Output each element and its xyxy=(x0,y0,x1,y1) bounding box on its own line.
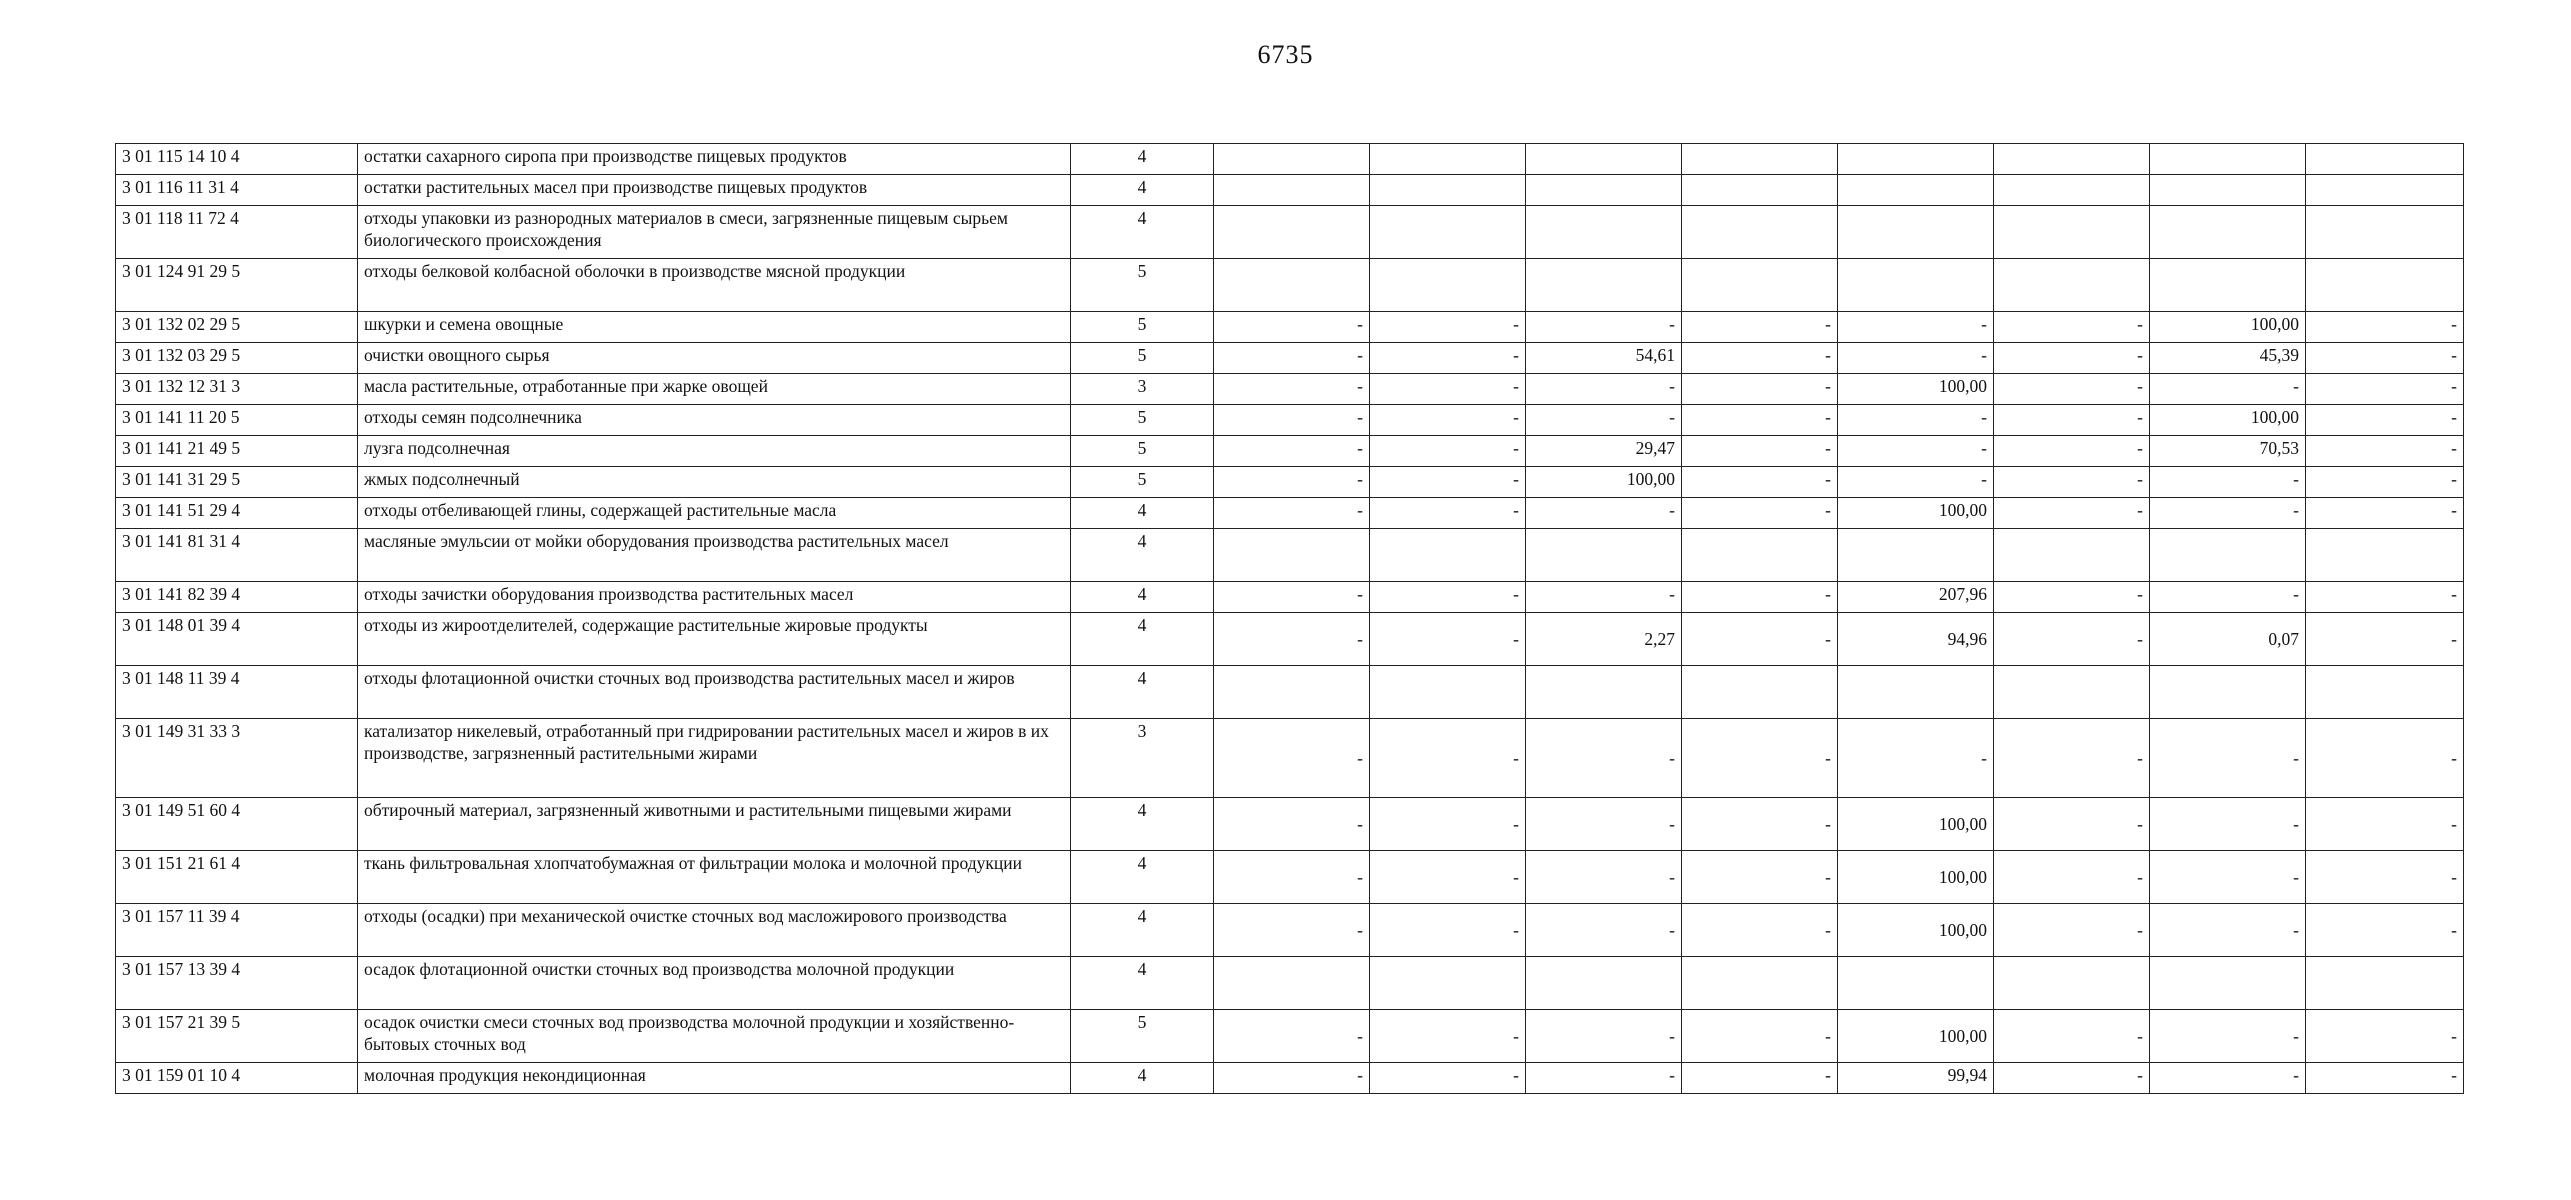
value-cell xyxy=(2150,175,2306,206)
value-cell xyxy=(1370,206,1526,259)
waste-code-cell: 3 01 157 21 39 5 xyxy=(116,1010,358,1063)
table-row xyxy=(116,206,2464,259)
value-cell: 45,39 xyxy=(2150,343,2306,374)
table-row xyxy=(116,343,2464,374)
value-cell: - xyxy=(1214,405,1370,436)
value-cell: 100,00 xyxy=(2150,312,2306,343)
value-cell: - xyxy=(1214,719,1370,798)
waste-code-cell: 3 01 149 31 33 3 xyxy=(116,719,358,798)
waste-name-cell: остатки растительных масел при производстве пищевых продуктов xyxy=(358,175,1071,206)
value-cell: - xyxy=(1682,405,1838,436)
table-row xyxy=(116,798,2464,851)
waste-name-cell: отходы из жироотделителей, содержащие растительные жировые продукты xyxy=(358,613,1071,666)
value-cell xyxy=(2150,666,2306,719)
value-cell xyxy=(2150,259,2306,312)
waste-code-cell: 3 01 141 31 29 5 xyxy=(116,467,358,498)
waste-name-cell: отходы белковой колбасной оболочки в производстве мясной продукции xyxy=(358,259,1071,312)
value-cell: - xyxy=(1838,719,1994,798)
value-cell: 100,00 xyxy=(1838,904,1994,957)
table-row xyxy=(116,467,2464,498)
value-cell: 100,00 xyxy=(1838,1010,1994,1063)
waste-name-cell: шкурки и семена овощные xyxy=(358,312,1071,343)
value-cell: - xyxy=(1682,798,1838,851)
value-cell: - xyxy=(1526,719,1682,798)
value-cell xyxy=(1838,206,1994,259)
table-row xyxy=(116,613,2464,666)
value-cell xyxy=(1994,259,2150,312)
value-cell: - xyxy=(1994,582,2150,613)
table-row xyxy=(116,1063,2464,1094)
value-cell: - xyxy=(1682,498,1838,529)
waste-name-cell: масляные эмульсии от мойки оборудования производства растительных масел xyxy=(358,529,1071,582)
value-cell: 207,96 xyxy=(1838,582,1994,613)
waste-code-cell: 3 01 132 02 29 5 xyxy=(116,312,358,343)
waste-name-cell: масла растительные, отработанные при жарке овощей xyxy=(358,374,1071,405)
value-cell: - xyxy=(1682,613,1838,666)
value-cell xyxy=(1994,957,2150,1010)
waste-name-cell: отходы флотационной очистки сточных вод производства растительных масел и жиров xyxy=(358,666,1071,719)
value-cell: - xyxy=(1214,613,1370,666)
value-cell: - xyxy=(1994,436,2150,467)
value-cell xyxy=(1526,175,1682,206)
value-cell: - xyxy=(1994,343,2150,374)
value-cell: - xyxy=(2150,798,2306,851)
value-cell: - xyxy=(1994,467,2150,498)
waste-name-cell: ткань фильтровальная хлопчатобумажная от фильтрации молока и молочной продукции xyxy=(358,851,1071,904)
value-cell: - xyxy=(1370,405,1526,436)
waste-code-cell: 3 01 148 11 39 4 xyxy=(116,666,358,719)
value-cell xyxy=(1370,666,1526,719)
table-row xyxy=(116,719,2464,798)
waste-name-cell: жмых подсолнечный xyxy=(358,467,1071,498)
value-cell xyxy=(1370,529,1526,582)
value-cell: - xyxy=(2150,719,2306,798)
value-cell: - xyxy=(2306,343,2464,374)
value-cell: - xyxy=(1370,719,1526,798)
value-cell xyxy=(2306,206,2464,259)
value-cell: - xyxy=(2306,312,2464,343)
value-cell: - xyxy=(2306,405,2464,436)
value-cell: - xyxy=(2306,798,2464,851)
waste-code-cell: 3 01 141 82 39 4 xyxy=(116,582,358,613)
table-row xyxy=(116,1010,2464,1063)
value-cell: - xyxy=(1370,613,1526,666)
value-cell xyxy=(2306,175,2464,206)
value-cell xyxy=(1838,957,1994,1010)
hazard-class-cell: 3 xyxy=(1071,374,1214,405)
value-cell: - xyxy=(1682,343,1838,374)
value-cell: - xyxy=(2150,374,2306,405)
value-cell xyxy=(2150,144,2306,175)
value-cell: - xyxy=(1214,498,1370,529)
waste-name-cell: остатки сахарного сиропа при производстве пищевых продуктов xyxy=(358,144,1071,175)
waste-code-cell: 3 01 118 11 72 4 xyxy=(116,206,358,259)
table-row xyxy=(116,851,2464,904)
value-cell: - xyxy=(1370,498,1526,529)
hazard-class-cell: 4 xyxy=(1071,175,1214,206)
value-cell: - xyxy=(1214,343,1370,374)
value-cell xyxy=(1682,144,1838,175)
table-row xyxy=(116,144,2464,175)
value-cell: - xyxy=(1370,798,1526,851)
waste-code-cell: 3 01 116 11 31 4 xyxy=(116,175,358,206)
table-row xyxy=(116,374,2464,405)
value-cell: - xyxy=(1370,467,1526,498)
page-number: 6735 xyxy=(1257,40,1314,69)
waste-code-cell: 3 01 132 03 29 5 xyxy=(116,343,358,374)
waste-code-cell: 3 01 157 11 39 4 xyxy=(116,904,358,957)
value-cell xyxy=(1994,144,2150,175)
value-cell xyxy=(1838,175,1994,206)
table-row xyxy=(116,666,2464,719)
value-cell: - xyxy=(1370,374,1526,405)
hazard-class-cell: 4 xyxy=(1071,144,1214,175)
value-cell: - xyxy=(1526,798,1682,851)
waste-name-cell: обтирочный материал, загрязненный животными и растительными пищевыми жирами xyxy=(358,798,1071,851)
value-cell: - xyxy=(2306,1010,2464,1063)
waste-name-cell: отходы отбеливающей глины, содержащей растительные масла xyxy=(358,498,1071,529)
waste-code-cell: 3 01 141 81 31 4 xyxy=(116,529,358,582)
hazard-class-cell: 4 xyxy=(1071,498,1214,529)
value-cell: 100,00 xyxy=(1838,851,1994,904)
value-cell: 54,61 xyxy=(1526,343,1682,374)
waste-name-cell: осадок очистки смеси сточных вод производства молочной продукции и хозяйственно-бытовых сточных вод xyxy=(358,1010,1071,1063)
value-cell xyxy=(2306,957,2464,1010)
value-cell: - xyxy=(1214,582,1370,613)
value-cell: - xyxy=(1994,405,2150,436)
table-row xyxy=(116,582,2464,613)
value-cell: - xyxy=(1682,467,1838,498)
value-cell: - xyxy=(1214,312,1370,343)
waste-code-cell: 3 01 151 21 61 4 xyxy=(116,851,358,904)
value-cell: 99,94 xyxy=(1838,1063,1994,1094)
value-cell: - xyxy=(1214,436,1370,467)
value-cell: 100,00 xyxy=(2150,405,2306,436)
value-cell: - xyxy=(2150,1010,2306,1063)
value-cell xyxy=(1526,666,1682,719)
value-cell: - xyxy=(2306,436,2464,467)
value-cell: - xyxy=(1214,1063,1370,1094)
value-cell: - xyxy=(1370,343,1526,374)
waste-name-cell: отходы семян подсолнечника xyxy=(358,405,1071,436)
value-cell xyxy=(2150,529,2306,582)
value-cell: - xyxy=(1682,312,1838,343)
table-row xyxy=(116,529,2464,582)
value-cell xyxy=(1838,529,1994,582)
value-cell: - xyxy=(1214,1010,1370,1063)
value-cell: - xyxy=(2150,904,2306,957)
value-cell: - xyxy=(1682,719,1838,798)
value-cell: - xyxy=(1526,405,1682,436)
value-cell xyxy=(1214,666,1370,719)
table-row xyxy=(116,498,2464,529)
value-cell xyxy=(1682,957,1838,1010)
value-cell xyxy=(1994,175,2150,206)
value-cell xyxy=(1370,259,1526,312)
hazard-class-cell: 5 xyxy=(1071,1010,1214,1063)
waste-classification-table xyxy=(115,143,2464,1094)
value-cell: - xyxy=(1370,851,1526,904)
value-cell xyxy=(1370,144,1526,175)
value-cell: - xyxy=(1994,798,2150,851)
hazard-class-cell: 5 xyxy=(1071,405,1214,436)
table-row xyxy=(116,405,2464,436)
hazard-class-cell: 5 xyxy=(1071,343,1214,374)
value-cell xyxy=(1994,666,2150,719)
value-cell: - xyxy=(1526,1010,1682,1063)
value-cell xyxy=(1682,175,1838,206)
waste-code-cell: 3 01 141 21 49 5 xyxy=(116,436,358,467)
value-cell: - xyxy=(1682,582,1838,613)
table-row xyxy=(116,904,2464,957)
value-cell: - xyxy=(2306,374,2464,405)
waste-code-cell: 3 01 149 51 60 4 xyxy=(116,798,358,851)
table-row xyxy=(116,259,2464,312)
value-cell xyxy=(1214,957,1370,1010)
value-cell: - xyxy=(1682,904,1838,957)
hazard-class-cell: 4 xyxy=(1071,904,1214,957)
value-cell xyxy=(2306,259,2464,312)
waste-name-cell: отходы зачистки оборудования производства растительных масел xyxy=(358,582,1071,613)
value-cell: - xyxy=(1994,312,2150,343)
value-cell xyxy=(1526,957,1682,1010)
value-cell xyxy=(2306,666,2464,719)
value-cell xyxy=(2306,144,2464,175)
value-cell xyxy=(1370,175,1526,206)
value-cell xyxy=(1526,259,1682,312)
value-cell: - xyxy=(1838,436,1994,467)
waste-name-cell: очистки овощного сырья xyxy=(358,343,1071,374)
value-cell xyxy=(1682,666,1838,719)
value-cell: - xyxy=(1994,498,2150,529)
value-cell: - xyxy=(2150,467,2306,498)
value-cell: - xyxy=(1994,613,2150,666)
value-cell: - xyxy=(1526,851,1682,904)
value-cell: 94,96 xyxy=(1838,613,1994,666)
value-cell xyxy=(1682,206,1838,259)
hazard-class-cell: 4 xyxy=(1071,666,1214,719)
table-row xyxy=(116,175,2464,206)
value-cell: - xyxy=(2150,498,2306,529)
value-cell: - xyxy=(1994,374,2150,405)
value-cell xyxy=(2306,529,2464,582)
hazard-class-cell: 4 xyxy=(1071,1063,1214,1094)
value-cell: - xyxy=(2306,467,2464,498)
value-cell: 0,07 xyxy=(2150,613,2306,666)
value-cell: - xyxy=(2306,1063,2464,1094)
hazard-class-cell: 4 xyxy=(1071,613,1214,666)
value-cell: - xyxy=(1994,1010,2150,1063)
value-cell: - xyxy=(2306,582,2464,613)
value-cell: - xyxy=(2306,613,2464,666)
waste-code-cell: 3 01 141 51 29 4 xyxy=(116,498,358,529)
value-cell xyxy=(1682,259,1838,312)
hazard-class-cell: 3 xyxy=(1071,719,1214,798)
hazard-class-cell: 4 xyxy=(1071,957,1214,1010)
value-cell: - xyxy=(1682,851,1838,904)
value-cell xyxy=(1214,206,1370,259)
value-cell: - xyxy=(1994,1063,2150,1094)
hazard-class-cell: 5 xyxy=(1071,259,1214,312)
value-cell: - xyxy=(2306,498,2464,529)
value-cell: - xyxy=(1526,1063,1682,1094)
value-cell: - xyxy=(1838,405,1994,436)
hazard-class-cell: 4 xyxy=(1071,851,1214,904)
value-cell: - xyxy=(2150,851,2306,904)
value-cell: - xyxy=(1994,851,2150,904)
value-cell: - xyxy=(1370,436,1526,467)
hazard-class-cell: 4 xyxy=(1071,529,1214,582)
value-cell: - xyxy=(1214,904,1370,957)
value-cell: 100,00 xyxy=(1838,798,1994,851)
value-cell: - xyxy=(2306,719,2464,798)
value-cell xyxy=(1214,259,1370,312)
value-cell: - xyxy=(1214,798,1370,851)
value-cell: - xyxy=(1682,374,1838,405)
value-cell: 100,00 xyxy=(1838,374,1994,405)
waste-code-cell: 3 01 132 12 31 3 xyxy=(116,374,358,405)
value-cell xyxy=(1838,666,1994,719)
value-cell xyxy=(1214,175,1370,206)
waste-name-cell: отходы (осадки) при механической очистке сточных вод масложирового производства xyxy=(358,904,1071,957)
value-cell xyxy=(1994,529,2150,582)
value-cell: - xyxy=(1214,467,1370,498)
waste-name-cell: отходы упаковки из разнородных материалов в смеси, загрязненные пищевым сырьем биологического происхождения xyxy=(358,206,1071,259)
waste-name-cell: осадок флотационной очистки сточных вод производства молочной продукции xyxy=(358,957,1071,1010)
value-cell: - xyxy=(2306,904,2464,957)
value-cell: 100,00 xyxy=(1838,498,1994,529)
waste-name-cell: молочная продукция некондиционная xyxy=(358,1063,1071,1094)
value-cell xyxy=(1838,144,1994,175)
value-cell: - xyxy=(1838,312,1994,343)
hazard-class-cell: 4 xyxy=(1071,582,1214,613)
value-cell: - xyxy=(1682,1063,1838,1094)
hazard-class-cell: 5 xyxy=(1071,436,1214,467)
waste-code-cell: 3 01 159 01 10 4 xyxy=(116,1063,358,1094)
value-cell: - xyxy=(1370,582,1526,613)
value-cell: - xyxy=(2306,851,2464,904)
waste-code-cell: 3 01 115 14 10 4 xyxy=(116,144,358,175)
value-cell: - xyxy=(1526,904,1682,957)
value-cell xyxy=(2150,957,2306,1010)
value-cell: - xyxy=(1214,374,1370,405)
waste-code-cell: 3 01 148 01 39 4 xyxy=(116,613,358,666)
value-cell: - xyxy=(1838,343,1994,374)
hazard-class-cell: 4 xyxy=(1071,206,1214,259)
value-cell: 70,53 xyxy=(2150,436,2306,467)
value-cell xyxy=(1370,957,1526,1010)
waste-code-cell: 3 01 157 13 39 4 xyxy=(116,957,358,1010)
waste-name-cell: лузга подсолнечная xyxy=(358,436,1071,467)
hazard-class-cell: 5 xyxy=(1071,312,1214,343)
waste-code-cell: 3 01 141 11 20 5 xyxy=(116,405,358,436)
table-row xyxy=(116,436,2464,467)
value-cell xyxy=(1526,206,1682,259)
hazard-class-cell: 5 xyxy=(1071,467,1214,498)
value-cell: - xyxy=(1370,1063,1526,1094)
value-cell xyxy=(2150,206,2306,259)
value-cell xyxy=(1682,529,1838,582)
hazard-class-cell: 4 xyxy=(1071,798,1214,851)
value-cell: - xyxy=(1526,498,1682,529)
value-cell xyxy=(1994,206,2150,259)
value-cell: - xyxy=(1370,312,1526,343)
value-cell: - xyxy=(1994,719,2150,798)
value-cell: - xyxy=(1526,374,1682,405)
value-cell: 100,00 xyxy=(1526,467,1682,498)
waste-name-cell: катализатор никелевый, отработанный при гидрировании растительных масел и жиров в их производстве, загрязненный растительными жирами xyxy=(358,719,1071,798)
value-cell: - xyxy=(1994,904,2150,957)
value-cell xyxy=(1526,529,1682,582)
value-cell xyxy=(1214,144,1370,175)
table-body xyxy=(116,144,2464,1094)
waste-code-cell: 3 01 124 91 29 5 xyxy=(116,259,358,312)
value-cell: - xyxy=(2150,582,2306,613)
value-cell: - xyxy=(1682,1010,1838,1063)
table-row xyxy=(116,312,2464,343)
value-cell: - xyxy=(1370,1010,1526,1063)
value-cell: - xyxy=(2150,1063,2306,1094)
value-cell xyxy=(1214,529,1370,582)
value-cell: - xyxy=(1838,467,1994,498)
value-cell: - xyxy=(1526,312,1682,343)
table-row xyxy=(116,957,2464,1010)
value-cell: 29,47 xyxy=(1526,436,1682,467)
value-cell xyxy=(1526,144,1682,175)
value-cell: - xyxy=(1214,851,1370,904)
value-cell: 2,27 xyxy=(1526,613,1682,666)
value-cell: - xyxy=(1526,582,1682,613)
value-cell: - xyxy=(1370,904,1526,957)
value-cell xyxy=(1838,259,1994,312)
value-cell: - xyxy=(1682,436,1838,467)
